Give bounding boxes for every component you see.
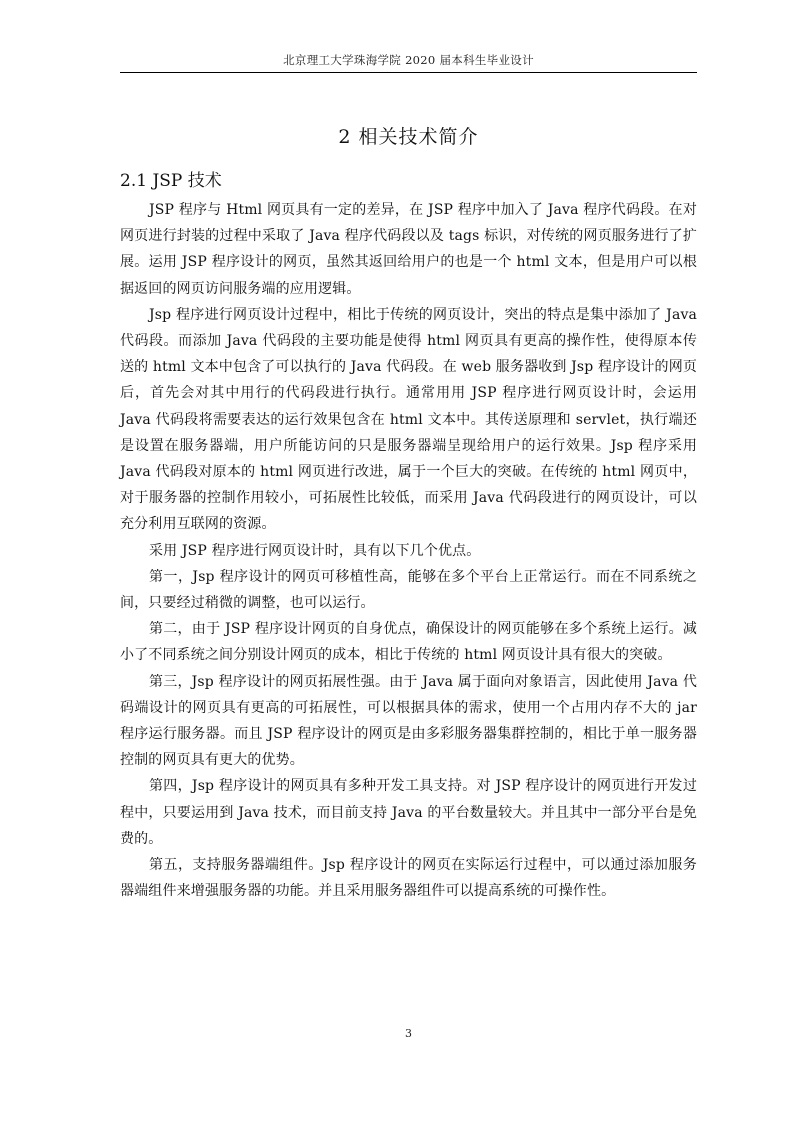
paragraph: 第一，Jsp 程序设计的网页可移植性高，能够在多个平台上正常运行。而在不同系统之间，只要经过稍微的调整，也可以运行。 xyxy=(120,568,697,612)
page-number: 3 xyxy=(405,1027,412,1040)
paragraph: 第三，Jsp 程序设计的网页拓展性强。由于 Java 属于面向对象语言，因此使用 Java 代码端设计的网页具有更高的可拓展性，可以根据具体的需求，使用一个占用内存不大的 jar 程序运行服务器。而且 JSP 程序设计的网页是由多彩服务器集群控制的，相比于单一服务器控制的网页具有更大的优势。 xyxy=(120,673,697,769)
chapter-title: 2 相关技术简介 xyxy=(338,126,479,148)
page-header: 北京理工大学珠海学院 2020 届本科生毕业设计 xyxy=(283,53,534,67)
paragraph: 第四，Jsp 程序设计的网页具有多种开发工具支持。对 JSP 程序设计的网页进行开发过程中，只要运用到 Java 技术，而目前支持 Java 的平台数量较大。并且其中一部分平台是免费的。 xyxy=(120,778,697,847)
header-divider xyxy=(120,72,697,73)
paragraph: Jsp 程序进行网页设计过程中，相比于传统的网页设计，突出的特点是集中添加了 Java 代码段。而添加 Java 代码段的主要功能是使得 html 网页具有更高的操作性，使得原本传送的 html 文本中包含了可以执行的 Java 代码段。在 web 服务器收到 Jsp 程序设计的网页后，首先会对其中用行的代码段进行执行。通常用用 JSP 程序进行网页设计时，会运用 Java 代码段将需要表达的运行效果包含在 html 文本中。其传送原理和 servlet，执行端还是设置在服务器端，用户所能访问的只是服务器端呈现给用户的运行效果。Jsp 程序采用 Java 代码段对原本的 html 网页进行改进，属于一个巨大的突破。在传统的 html 网页中，对于服务器的控制作用较小，可拓展性比较低，而采用 Java 代码段进行的网页设计，可以充分利用互联网的资源。 xyxy=(120,306,697,533)
section-title: 2.1 JSP 技术 xyxy=(120,171,222,191)
paragraph: 采用 JSP 程序进行网页设计时，具有以下几个优点。 xyxy=(149,542,481,559)
body-text xyxy=(120,197,697,904)
paragraph: 第五，支持服务器端组件。Jsp 程序设计的网页在实际运行过程中，可以通过添加服务器端组件来增强服务器的功能。并且采用服务器组件可以提高系统的可操作性。 xyxy=(120,857,697,900)
paragraph: JSP 程序与 Html 网页具有一定的差异，在 JSP 程序中加入了 Java 程序代码段。在对网页进行封装的过程中采取了 Java 程序代码段以及 tags 标识，对传统的网页服务进行了扩展。运用 JSP 程序设计的网页，虽然其返回给用户的也是一个 html 文本，但是用户可以根据返回的网页访问服务端的应用逻辑。 xyxy=(120,202,697,297)
paragraph: 第二，由于 JSP 程序设计网页的自身优点，确保设计的网页能够在多个系统上运行。减小了不同系统之间分别设计网页的成本，相比于传统的 html 网页设计具有很大的突破。 xyxy=(120,621,697,664)
